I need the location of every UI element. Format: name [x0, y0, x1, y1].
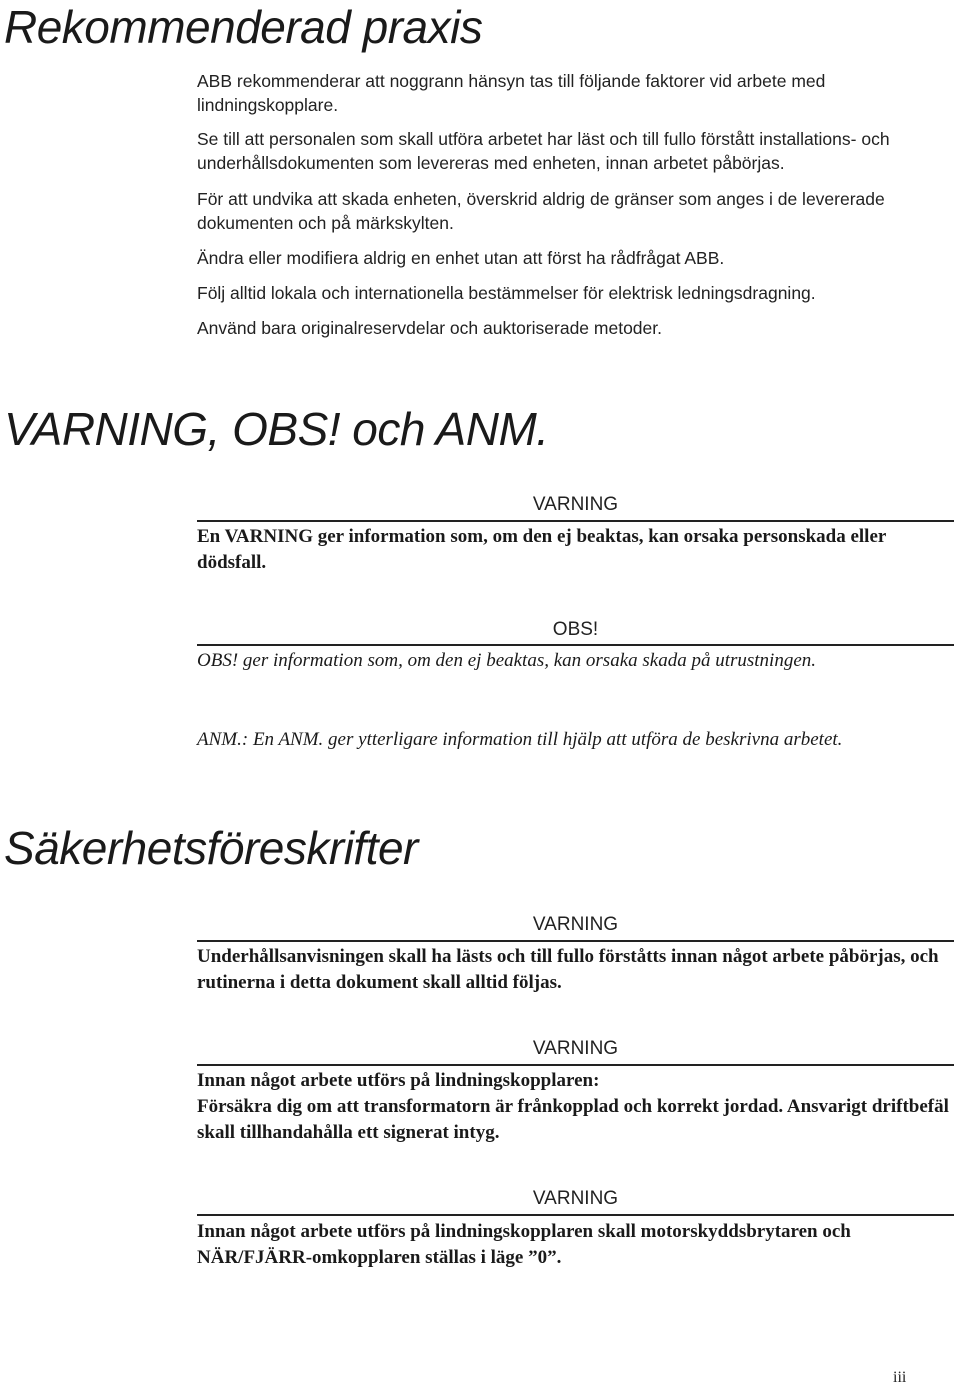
caution-heading: OBS!	[552, 619, 599, 640]
safety-warning-2-text	[197, 1068, 957, 1146]
caution-body: ger information som, om den ej beaktas, kan orsaka skada på utrustningen.	[238, 650, 817, 671]
warning-heading: VARNING	[532, 494, 619, 515]
caution-rule	[197, 644, 954, 646]
safety-warning-3-text	[197, 1219, 957, 1271]
caution-label: OBS!	[197, 650, 239, 671]
safety-warning-2-heading: VARNING	[532, 1038, 619, 1059]
recommended-body	[197, 69, 957, 340]
safety-warning-1-heading: VARNING	[532, 914, 619, 935]
paragraph-modify: Ändra eller modifiera aldrig en enhet utan att först ha rådfrågat ABB.	[197, 248, 725, 268]
note-label: ANM.:	[197, 729, 249, 750]
safety-warning-2-rule	[197, 1064, 954, 1066]
warning-text: En VARNING ger information som, om den ej beaktas, kan orsaka personskada eller dödsfall.	[197, 526, 886, 573]
safety-warning-3-rule	[197, 1214, 954, 1216]
safety-warning-2-line-1: Innan något arbete utförs på lindningskopplaren:	[197, 1070, 600, 1091]
safety-warning-1-line: Underhållsanvisningen skall ha lästs och till fullo förståtts innan något arbete påbörjas, och rutinerna i detta dokument skall alltid följas.	[197, 946, 939, 993]
safety-warning-1-rule	[197, 940, 954, 942]
note-body: En ANM. ger ytterligare information till hjälp att utföra de beskrivna arbetet.	[248, 729, 843, 750]
safety-warning-3-line: Innan något arbete utförs på lindningskopplaren skall motorskyddsbrytaren och NÄR/FJÄRR-omkopplaren ställas i läge ”0”.	[197, 1221, 851, 1268]
caution-text	[197, 648, 957, 674]
section-title-recommended: Rekommenderad praxis	[4, 1, 483, 53]
page-number: iii	[893, 1369, 907, 1386]
safety-warning-2-line-2: Försäkra dig om att transformatorn är frånkopplad och korrekt jordad. Ansvarigt driftbefäl skall tillhandahålla ett signerat intyg.	[197, 1096, 949, 1143]
safety-warning-1-text	[197, 944, 957, 996]
paragraph-intro: ABB rekommenderar att noggrann hänsyn tas till följande faktorer vid arbete med lindningskopplare.	[197, 71, 826, 115]
safety-warning-3-heading: VARNING	[532, 1188, 619, 1209]
section-title-warnings: VARNING, OBS! och ANM.	[4, 403, 549, 455]
paragraph-spare-parts: Använd bara originalreservdelar och auktoriserade metoder.	[197, 318, 662, 338]
paragraph-limits: För att undvika att skada enheten, överskrid aldrig de gränser som anges i de levererade dokumenten och på märkskylten.	[197, 189, 885, 233]
warning-rule	[197, 520, 954, 522]
note-text	[197, 727, 957, 753]
section-title-safety: Säkerhetsföreskrifter	[4, 822, 418, 874]
paragraph-regulations: Följ alltid lokala och internationella bestämmelser för elektrisk ledningsdragning.	[197, 283, 816, 303]
paragraph-personnel: Se till att personalen som skall utföra arbetet har läst och till fullo förstått installations- och underhållsdokumenten som levereras med enheten, innan arbetet påbörjas.	[197, 129, 890, 173]
